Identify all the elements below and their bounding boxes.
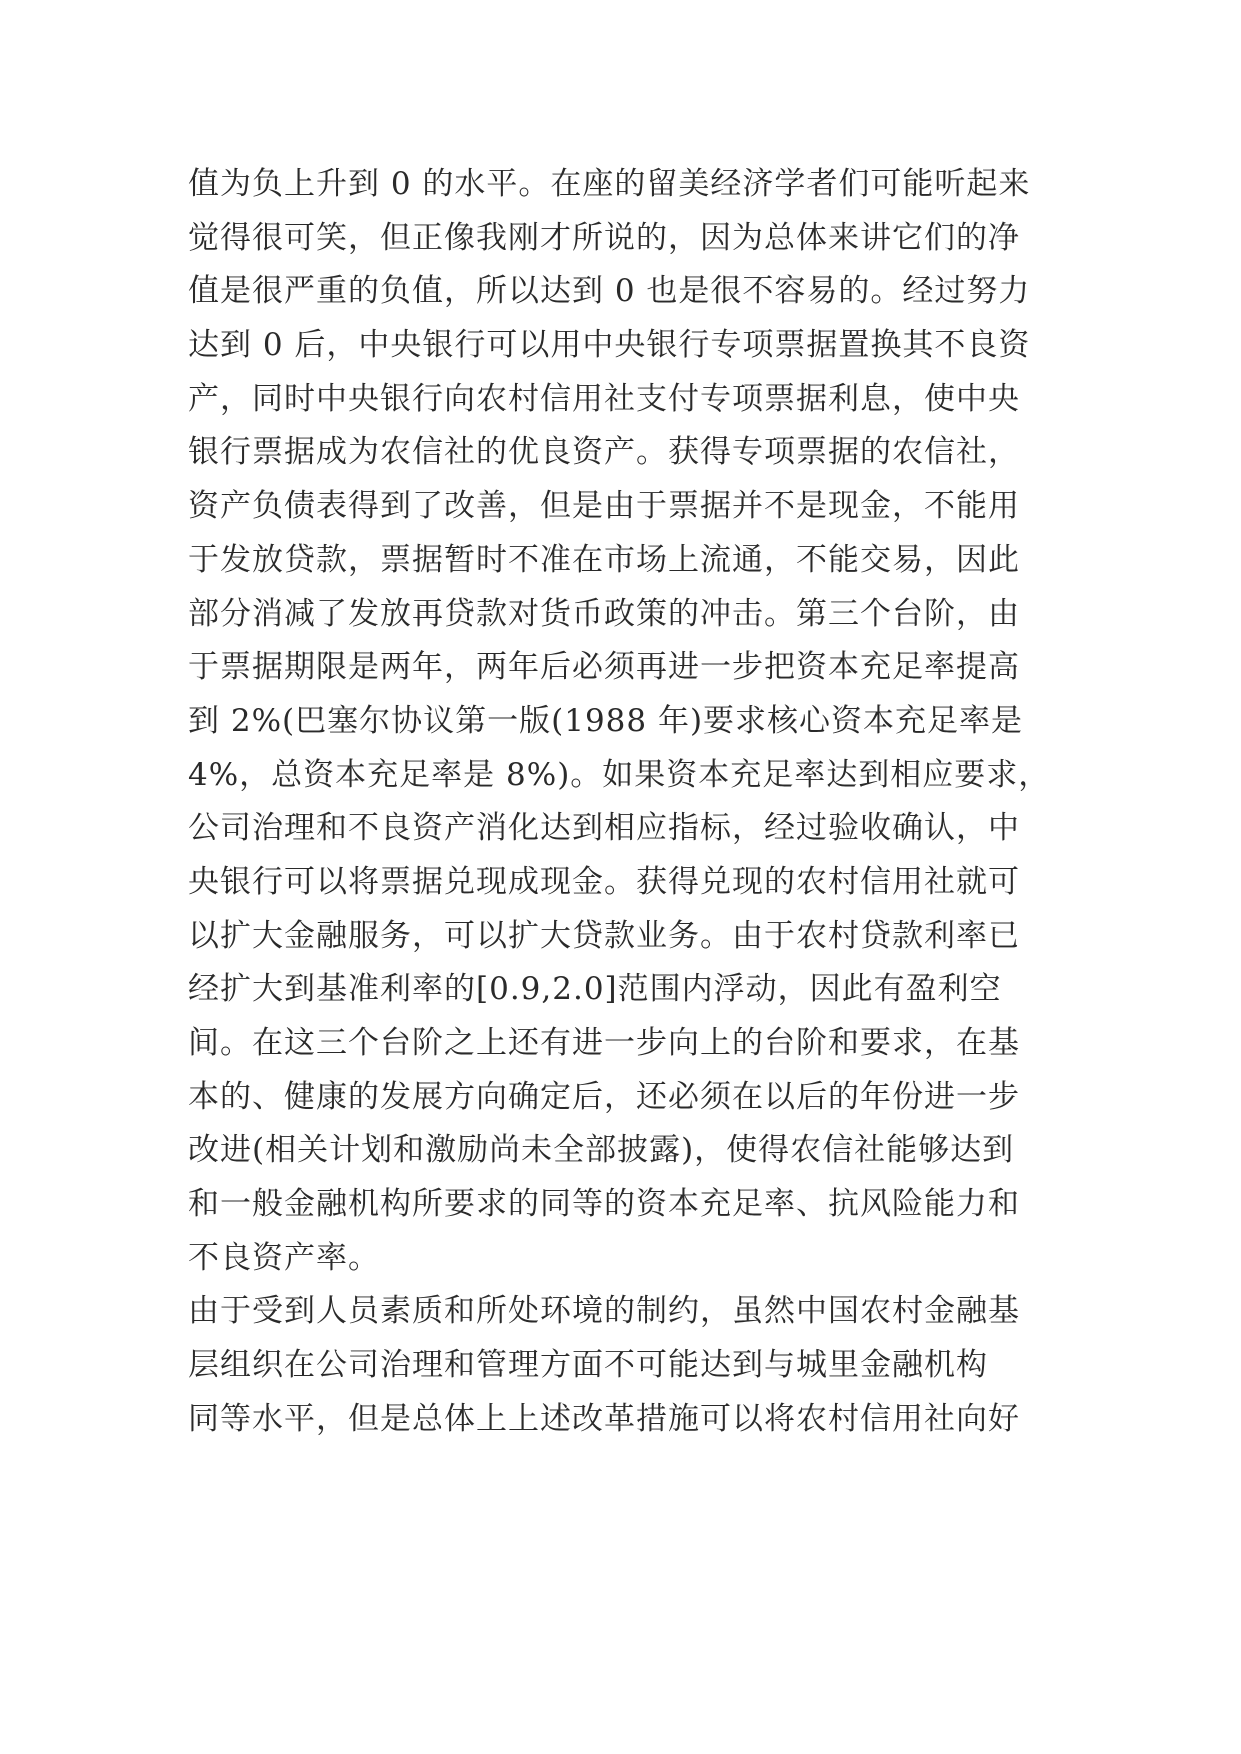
text-line: 于票据期限是两年，两年后必须再进一步把资本充足率提高 [188,649,1020,686]
text-line: 值为负上升到 0 的水平。在座的留美经济学者们可能听起来 [188,166,1031,202]
text-line: 以扩大金融服务，可以扩大贷款业务。由于农村贷款利率已 [188,917,1020,954]
text-line: 到 2%(巴塞尔协议第一版(1988 年)要求核心资本充足率是 [188,702,1024,739]
text-line: 公司治理和不良资产消化达到相应指标，经过验收确认，中 [188,810,1020,847]
text-line: 经扩大到基准利率的[0.9,2.0]范围内浮动，因此有盈利空 [188,971,1002,1008]
text-line: 4%，总资本充足率是 8%)。如果资本充足率达到相应要求， [188,756,1051,793]
text-line: 于发放贷款，票据暂时不准在市场上流通，不能交易，因此 [188,541,1020,578]
text-line: 本的、健康的发展方向确定后，还必须在以后的年份进一步 [188,1078,1020,1115]
text-line: 改进(相关计划和激励尚未全部披露)，使得农信社能够达到 [188,1132,1015,1169]
text-line: 层组织在公司治理和管理方面不可能达到与城里金融机构 [188,1347,988,1384]
text-line: 不良资产率。 [188,1239,380,1276]
text-line: 值是很严重的负值，所以达到 0 也是很不容易的。经过努力 [188,273,1031,310]
text-line: 同等水平，但是总体上上述改革措施可以将农村信用社向好 [188,1400,1020,1437]
text-line: 银行票据成为农信社的优良资产。获得专项票据的农信社， [188,434,1020,471]
text-line: 间。在这三个台阶之上还有进一步向上的台阶和要求，在基 [188,1025,1020,1061]
text-line: 觉得很可笑，但正像我刚才所说的，因为总体来讲它们的净 [188,219,1020,256]
text-line: 达到 0 后，中央银行可以用中央银行专项票据置换其不良资 [188,327,1031,364]
text-line: 产，同时中央银行向农村信用社支付专项票据利息，使中央 [188,380,1020,417]
text-line: 由于受到人员素质和所处环境的制约，虽然中国农村金融基 [188,1293,1020,1330]
text-line: 部分消减了发放再贷款对货币政策的冲击。第三个台阶，由 [188,595,1020,632]
text-line: 央银行可以将票据兑现成现金。获得兑现的农村信用社就可 [188,863,1020,900]
text-line: 资产负债表得到了改善，但是由于票据并不是现金，不能用 [188,488,1020,525]
text-line: 和一般金融机构所要求的同等的资本充足率、抗风险能力和 [188,1186,1020,1223]
body-text [188,158,1068,1447]
